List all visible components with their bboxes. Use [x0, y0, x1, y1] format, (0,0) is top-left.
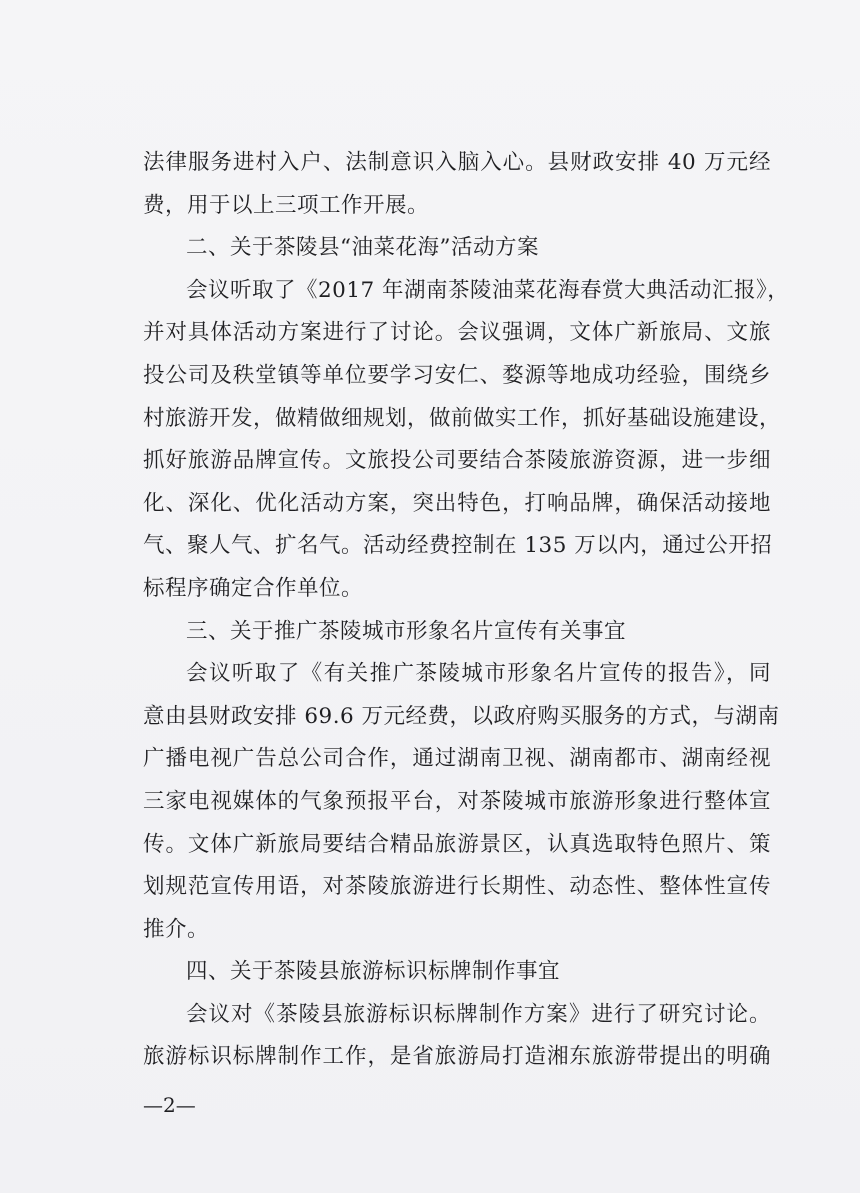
text-line: 投公司及秩堂镇等单位要学习安仁、婺源等地成功经验，围绕乡 [143, 362, 771, 388]
text-line: 三家电视媒体的气象预报平台，对茶陵城市旅游形象进行整体宣 [143, 788, 771, 814]
text-line: 推介。 [143, 916, 210, 942]
section-heading: 二、关于茶陵县“油菜花海”活动方案 [186, 235, 539, 261]
text-line: 费，用于以上三项工作开展。 [143, 192, 430, 218]
text-line: 并对具体活动方案进行了讨论。会议强调，文体广新旅局、文旅 [143, 320, 771, 346]
page-number: —2— [143, 1093, 196, 1117]
text-line: 抓好旅游品牌宣传。文旅投公司要结合茶陵旅游资源，进一步细 [143, 448, 771, 474]
text-line: 会议对《茶陵县旅游标识标牌制作方案》进行了研究讨论。 [186, 1001, 771, 1027]
text-line: 法律服务进村入户、法制意识入脑入心。县财政安排 40 万元经 [143, 150, 771, 175]
text-line: 旅游标识标牌制作工作，是省旅游局打造湘东旅游带提出的明确 [143, 1044, 771, 1070]
document-body [143, 142, 790, 1079]
text-line: 广播电视广告总公司合作，通过湖南卫视、湖南都市、湖南经视 [143, 746, 771, 772]
text-line: 意由县财政安排 69.6 万元经费，以政府购买服务的方式，与湖南 [143, 703, 780, 729]
text-line: 标程序确定合作单位。 [143, 575, 364, 601]
text-line: 村旅游开发，做精做细规划，做前做实工作，抓好基础设施建设， [143, 405, 782, 431]
text-line: 会议听取了《2017 年湖南茶陵油菜花海春赏大典活动汇报》， [186, 277, 790, 303]
text-line: 气、聚人气、扩名气。活动经费控制在 135 万以内，通过公开招 [143, 533, 773, 559]
section-heading: 四、关于茶陵县旅游标识标牌制作事宜 [186, 959, 561, 985]
text-line: 划规范宣传用语，对茶陵旅游进行长期性、动态性、整体性宣传 [143, 874, 771, 900]
text-line: 传。文体广新旅局要结合精品旅游景区，认真选取特色照片、策 [143, 831, 771, 857]
text-line: 化、深化、优化活动方案，突出特色，打响品牌，确保活动接地 [143, 490, 771, 516]
section-heading: 三、关于推广茶陵城市形象名片宣传有关事宜 [186, 618, 627, 644]
text-line: 会议听取了《有关推广茶陵城市形象名片宣传的报告》，同 [186, 661, 771, 687]
